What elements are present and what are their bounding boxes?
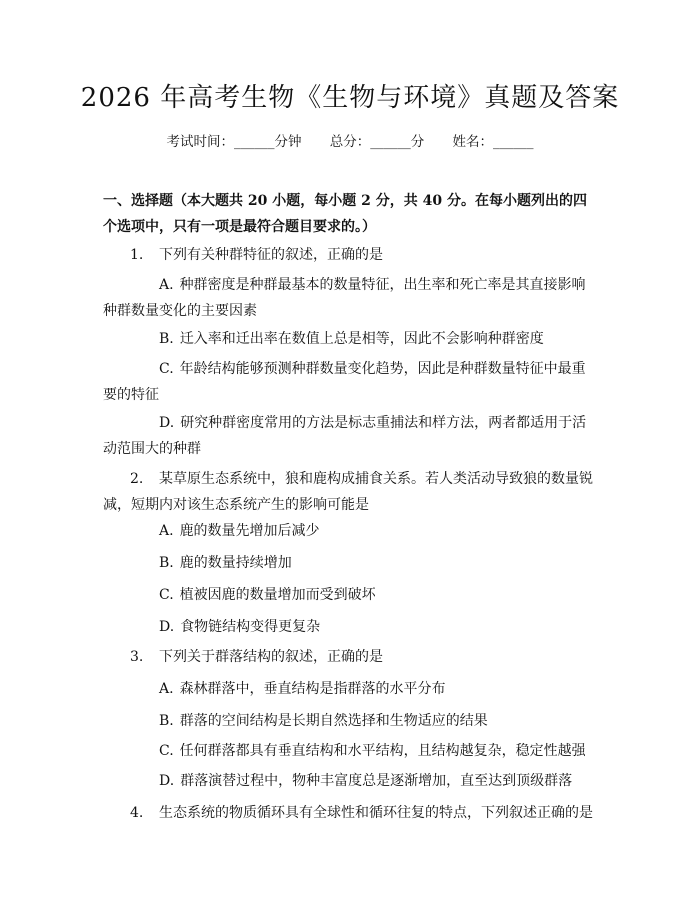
option-text: 森林群落中，垂直结构是指群落的水平分布 bbox=[179, 681, 446, 697]
exam-title: 2026 年高考生物《生物与环境》真题及答案 bbox=[80, 83, 620, 113]
option-letter: C. bbox=[159, 587, 174, 603]
option-text: 鹿的数量先增加后减少 bbox=[179, 523, 320, 539]
option-letter: B. bbox=[159, 713, 174, 729]
question-1-option-c bbox=[103, 356, 595, 408]
option-letter: B. bbox=[159, 555, 174, 571]
score-field: 总分：______分 bbox=[329, 134, 425, 150]
option-text: 植被因鹿的数量增加而受到破坏 bbox=[179, 587, 376, 603]
option-text: 迁入率和迁出率在数值上总是相等，因此不会影响种群密度 bbox=[179, 331, 544, 347]
option-text: 食物链结构变得更复杂 bbox=[180, 619, 321, 635]
question-2-option-b bbox=[103, 550, 595, 576]
name-field: 姓名：______ bbox=[452, 134, 534, 150]
question-stem: 下列关于群落结构的叙述，正确的是 bbox=[159, 649, 383, 665]
option-letter: D. bbox=[159, 415, 175, 431]
question-2 bbox=[103, 466, 595, 518]
question-number: 3. bbox=[130, 649, 144, 665]
option-letter: A. bbox=[159, 277, 174, 293]
option-text: 年龄结构能够预测种群数量变化趋势，因此是种群数量特征中最重要的特征 bbox=[103, 361, 586, 403]
question-3 bbox=[103, 644, 595, 670]
option-letter: C. bbox=[159, 743, 174, 759]
section-heading: 一、选择题（本大题共 20 小题，每小题 2 分，共 40 分。在每小题列出的四个选项中，只有一项是最符合题目要求的。） bbox=[103, 193, 587, 235]
option-letter: D. bbox=[159, 773, 175, 789]
question-1-option-a bbox=[103, 272, 595, 324]
question-2-option-c bbox=[103, 582, 595, 608]
option-letter: B. bbox=[159, 331, 174, 347]
question-1 bbox=[103, 242, 595, 268]
exam-meta bbox=[0, 132, 700, 152]
option-letter: A. bbox=[159, 523, 174, 539]
question-3-option-a bbox=[103, 676, 595, 702]
question-number: 2. bbox=[130, 471, 144, 487]
option-text: 群落演替过程中，物种丰富度总是逐渐增加，直至达到顶级群落 bbox=[180, 773, 573, 789]
question-1-option-d bbox=[103, 410, 595, 462]
option-text: 任何群落都具有垂直结构和水平结构，且结构越复杂，稳定性越强 bbox=[179, 743, 586, 759]
question-3-option-b bbox=[103, 708, 595, 734]
question-number: 1. bbox=[130, 247, 144, 263]
question-stem: 生态系统的物质循环具有全球性和循环往复的特点，下列叙述正确的是 bbox=[159, 805, 593, 821]
option-text: 研究种群密度常用的方法是标志重捕法和样方法，两者都适用于活动范围大的种群 bbox=[103, 415, 587, 457]
option-letter: D. bbox=[159, 619, 175, 635]
question-stem: 某草原生态系统中，狼和鹿构成捕食关系。若人类活动导致狼的数量锐减，短期内对该生态系统产生的影响可能是 bbox=[103, 471, 593, 513]
option-text: 群落的空间结构是长期自然选择和生物适应的结果 bbox=[179, 713, 488, 729]
time-field: 考试时间：______分钟 bbox=[166, 134, 302, 150]
question-number: 4. bbox=[130, 805, 144, 821]
question-3-option-c bbox=[103, 738, 595, 764]
option-text: 鹿的数量持续增加 bbox=[179, 555, 292, 571]
question-4 bbox=[103, 800, 595, 826]
question-1-option-b bbox=[103, 326, 595, 352]
option-letter: C. bbox=[159, 361, 174, 377]
question-2-option-d bbox=[103, 614, 595, 640]
question-2-option-a bbox=[103, 518, 595, 544]
option-text: 种群密度是种群最基本的数量特征，出生率和死亡率是其直接影响种群数量变化的主要因素 bbox=[103, 277, 586, 319]
option-letter: A. bbox=[159, 681, 174, 697]
question-3-option-d bbox=[103, 768, 595, 794]
question-stem: 下列有关种群特征的叙述，正确的是 bbox=[159, 247, 383, 263]
